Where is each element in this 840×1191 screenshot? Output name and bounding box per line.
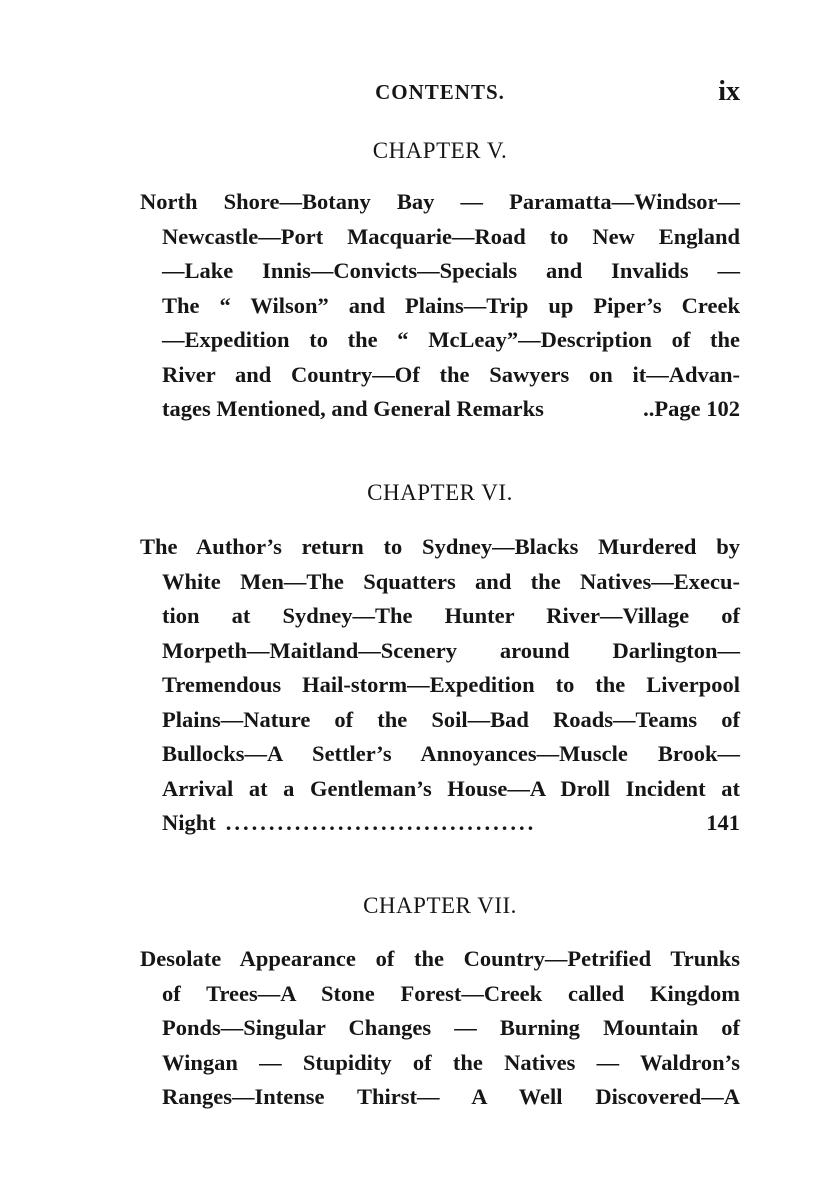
summary-line: Ranges—Intense Thirst— A Well Discovered—A <box>162 1084 740 1109</box>
chapter-heading: CHAPTER VI. <box>367 480 513 505</box>
summary-line: tion at Sydney—The Hunter River—Village of <box>162 603 740 628</box>
summary-line: —Expedition to the “ McLeay”—Description of the <box>162 327 740 352</box>
summary-line: Bullocks—A Settler’s Annoyances—Muscle Brook— <box>162 741 740 766</box>
summary-last-line <box>140 806 740 841</box>
chapter-heading: CHAPTER V. <box>372 138 508 163</box>
chapter-summary <box>140 530 740 841</box>
summary-line: Arrival at a Gentleman’s House—A Droll Incident at <box>162 775 740 801</box>
summary-line: River and Country—Of the Sawyers on it—Advan- <box>162 361 740 387</box>
running-head <box>140 76 740 110</box>
chapter-summary <box>140 185 740 427</box>
summary-line-end: Night <box>162 810 216 835</box>
leader-spacer <box>554 392 633 427</box>
summary-last-line <box>140 392 740 427</box>
summary-line: North Shore—Botany Bay — Paramatta—Windsor— <box>140 189 740 214</box>
page-reference: 141 <box>706 810 740 835</box>
running-title: CONTENTS. <box>375 80 505 104</box>
summary-line-end: tages Mentioned, and General Remarks <box>162 396 544 421</box>
dot-leader: .................................... <box>225 810 537 835</box>
summary-line: The “ Wilson” and Plains—Trip up Piper’s Creek <box>162 292 740 318</box>
summary-line: White Men—The Squatters and the Natives—Execu- <box>162 568 740 594</box>
summary-line: The Author’s return to Sydney—Blacks Murdered by <box>140 534 740 559</box>
summary-line: Plains—Nature of the Soil—Bad Roads—Teams of <box>162 706 740 732</box>
chapter-summary <box>140 942 740 1115</box>
summary-line: of Trees—A Stone Forest—Creek called Kingdom <box>162 980 740 1006</box>
summary-line: Desolate Appearance of the Country—Petrified Trunks <box>140 946 740 971</box>
summary-line: Tremendous Hail-storm—Expedition to the Liverpool <box>162 672 740 697</box>
summary-line: Morpeth—Maitland—Scenery around Darlington— <box>162 637 740 663</box>
summary-line: —Lake Innis—Convicts—Specials and Invalids — <box>162 258 740 283</box>
summary-line: Newcastle—Port Macquarie—Road to New England <box>162 223 740 249</box>
summary-line: Ponds—Singular Changes — Burning Mountain of <box>162 1015 740 1040</box>
page-reference: ..Page 102 <box>643 396 740 421</box>
summary-line: Wingan — Stupidity of the Natives — Waldron’s <box>162 1049 740 1075</box>
chapter-heading: CHAPTER VII. <box>363 893 517 918</box>
page-number: ix <box>718 76 740 107</box>
